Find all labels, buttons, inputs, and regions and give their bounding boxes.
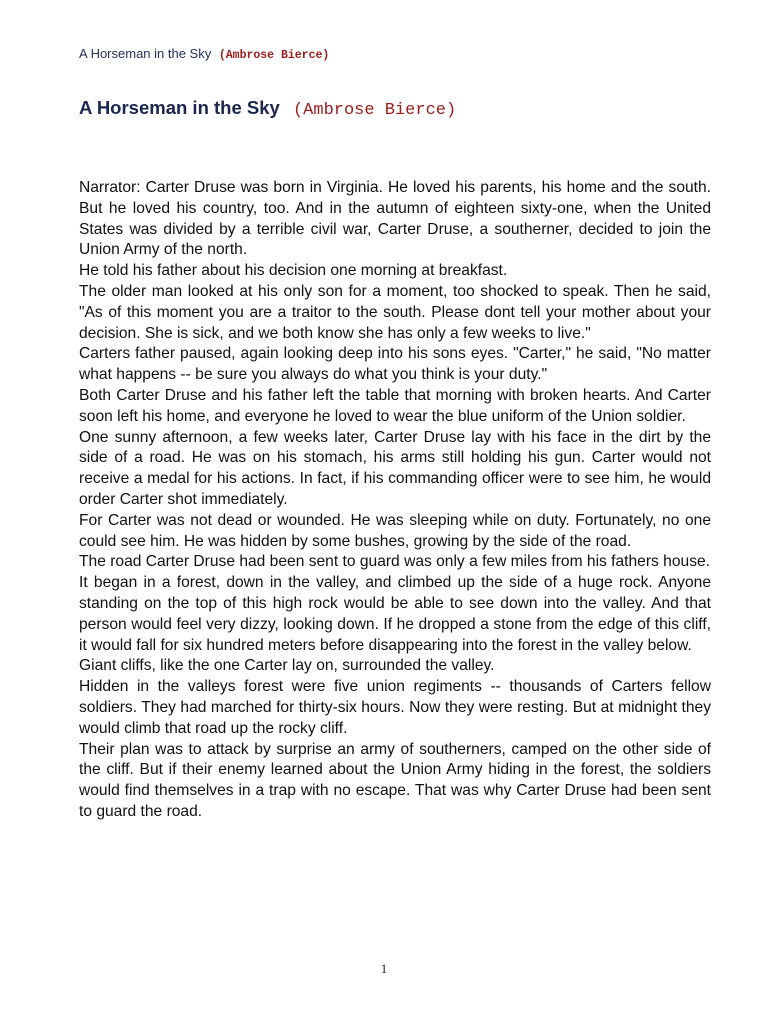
page-number: 1 bbox=[380, 961, 388, 976]
paragraph: The older man looked at his only son for a moment, too shocked to speak. Then he said, "As of this moment you are a traitor to the south. Please dont tell your mother about your decision. She is sick, and we both know she has only a few weeks to live." bbox=[79, 282, 711, 342]
paragraph: Narrator: Carter Druse was born in Virginia. He loved his parents, his home and the south. But he loved his country, too. And in the autumn of eighteen sixty-one, when the United States was divided by a terrible civil war, Carter Druse, a southerner, decided to join the Union Army of the north. bbox=[79, 179, 711, 259]
running-header-author: (Ambrose Bierce) bbox=[218, 49, 330, 62]
paragraph: It began in a forest, down in the valley, and climbed up the side of a huge rock. Anyone standing on the top of this high rock would be able to see down into the valley. And that person would feel very dizzy, looking down. If he dropped a stone from the edge of this cliff, it would fall for six hundred meters before disappearing into the forest in the valley below. bbox=[79, 574, 711, 654]
document-title bbox=[79, 97, 456, 120]
running-header-title: A Horseman in the Sky bbox=[79, 46, 212, 61]
running-header bbox=[79, 46, 329, 62]
paragraph: Their plan was to attack by surprise an army of southerners, camped on the other side of the cliff. But if their enemy learned about the Union Army hiding in the forest, the soldiers would find themselves in a trap with no escape. That was why Carter Druse had been sent to guard the road. bbox=[79, 740, 711, 820]
paragraph: The road Carter Druse had been sent to guard was only a few miles from his fathers house. bbox=[79, 553, 710, 571]
paragraph: Hidden in the valleys forest were five union regiments -- thousands of Carters fellow soldiers. They had marched for thirty-six hours. Now they were resting. But at midnight they would climb that road up the rocky cliff. bbox=[79, 678, 711, 737]
paragraph: Carters father paused, again looking deep into his sons eyes. "Carter," he said, "No matter what happens -- be sure you always do what you think is your duty." bbox=[79, 345, 711, 384]
paragraph: For Carter was not dead or wounded. He was sleeping while on duty. Fortunately, no one could see him. He was hidden by some bushes, growing by the side of the road. bbox=[79, 511, 711, 550]
paragraph: Giant cliffs, like the one Carter lay on, surrounded the valley. bbox=[79, 657, 495, 675]
document-body bbox=[79, 178, 711, 823]
paragraph: Both Carter Druse and his father left the table that morning with broken hearts. And Carter soon left his home, and everyone he loved to wear the blue uniform of the Union soldier. bbox=[79, 386, 711, 425]
paragraph: He told his father about his decision one morning at breakfast. bbox=[79, 262, 508, 280]
document-author: (Ambrose Bierce) bbox=[292, 101, 457, 120]
document-title-text: A Horseman in the Sky bbox=[79, 97, 280, 118]
paragraph: One sunny afternoon, a few weeks later, Carter Druse lay with his face in the dirt by the side of a road. He was on his stomach, his arms still holding his gun. Carter would not receive a medal for his actions. In fact, if his commanding officer were to see him, he would order Carter shot immediately. bbox=[79, 428, 711, 508]
